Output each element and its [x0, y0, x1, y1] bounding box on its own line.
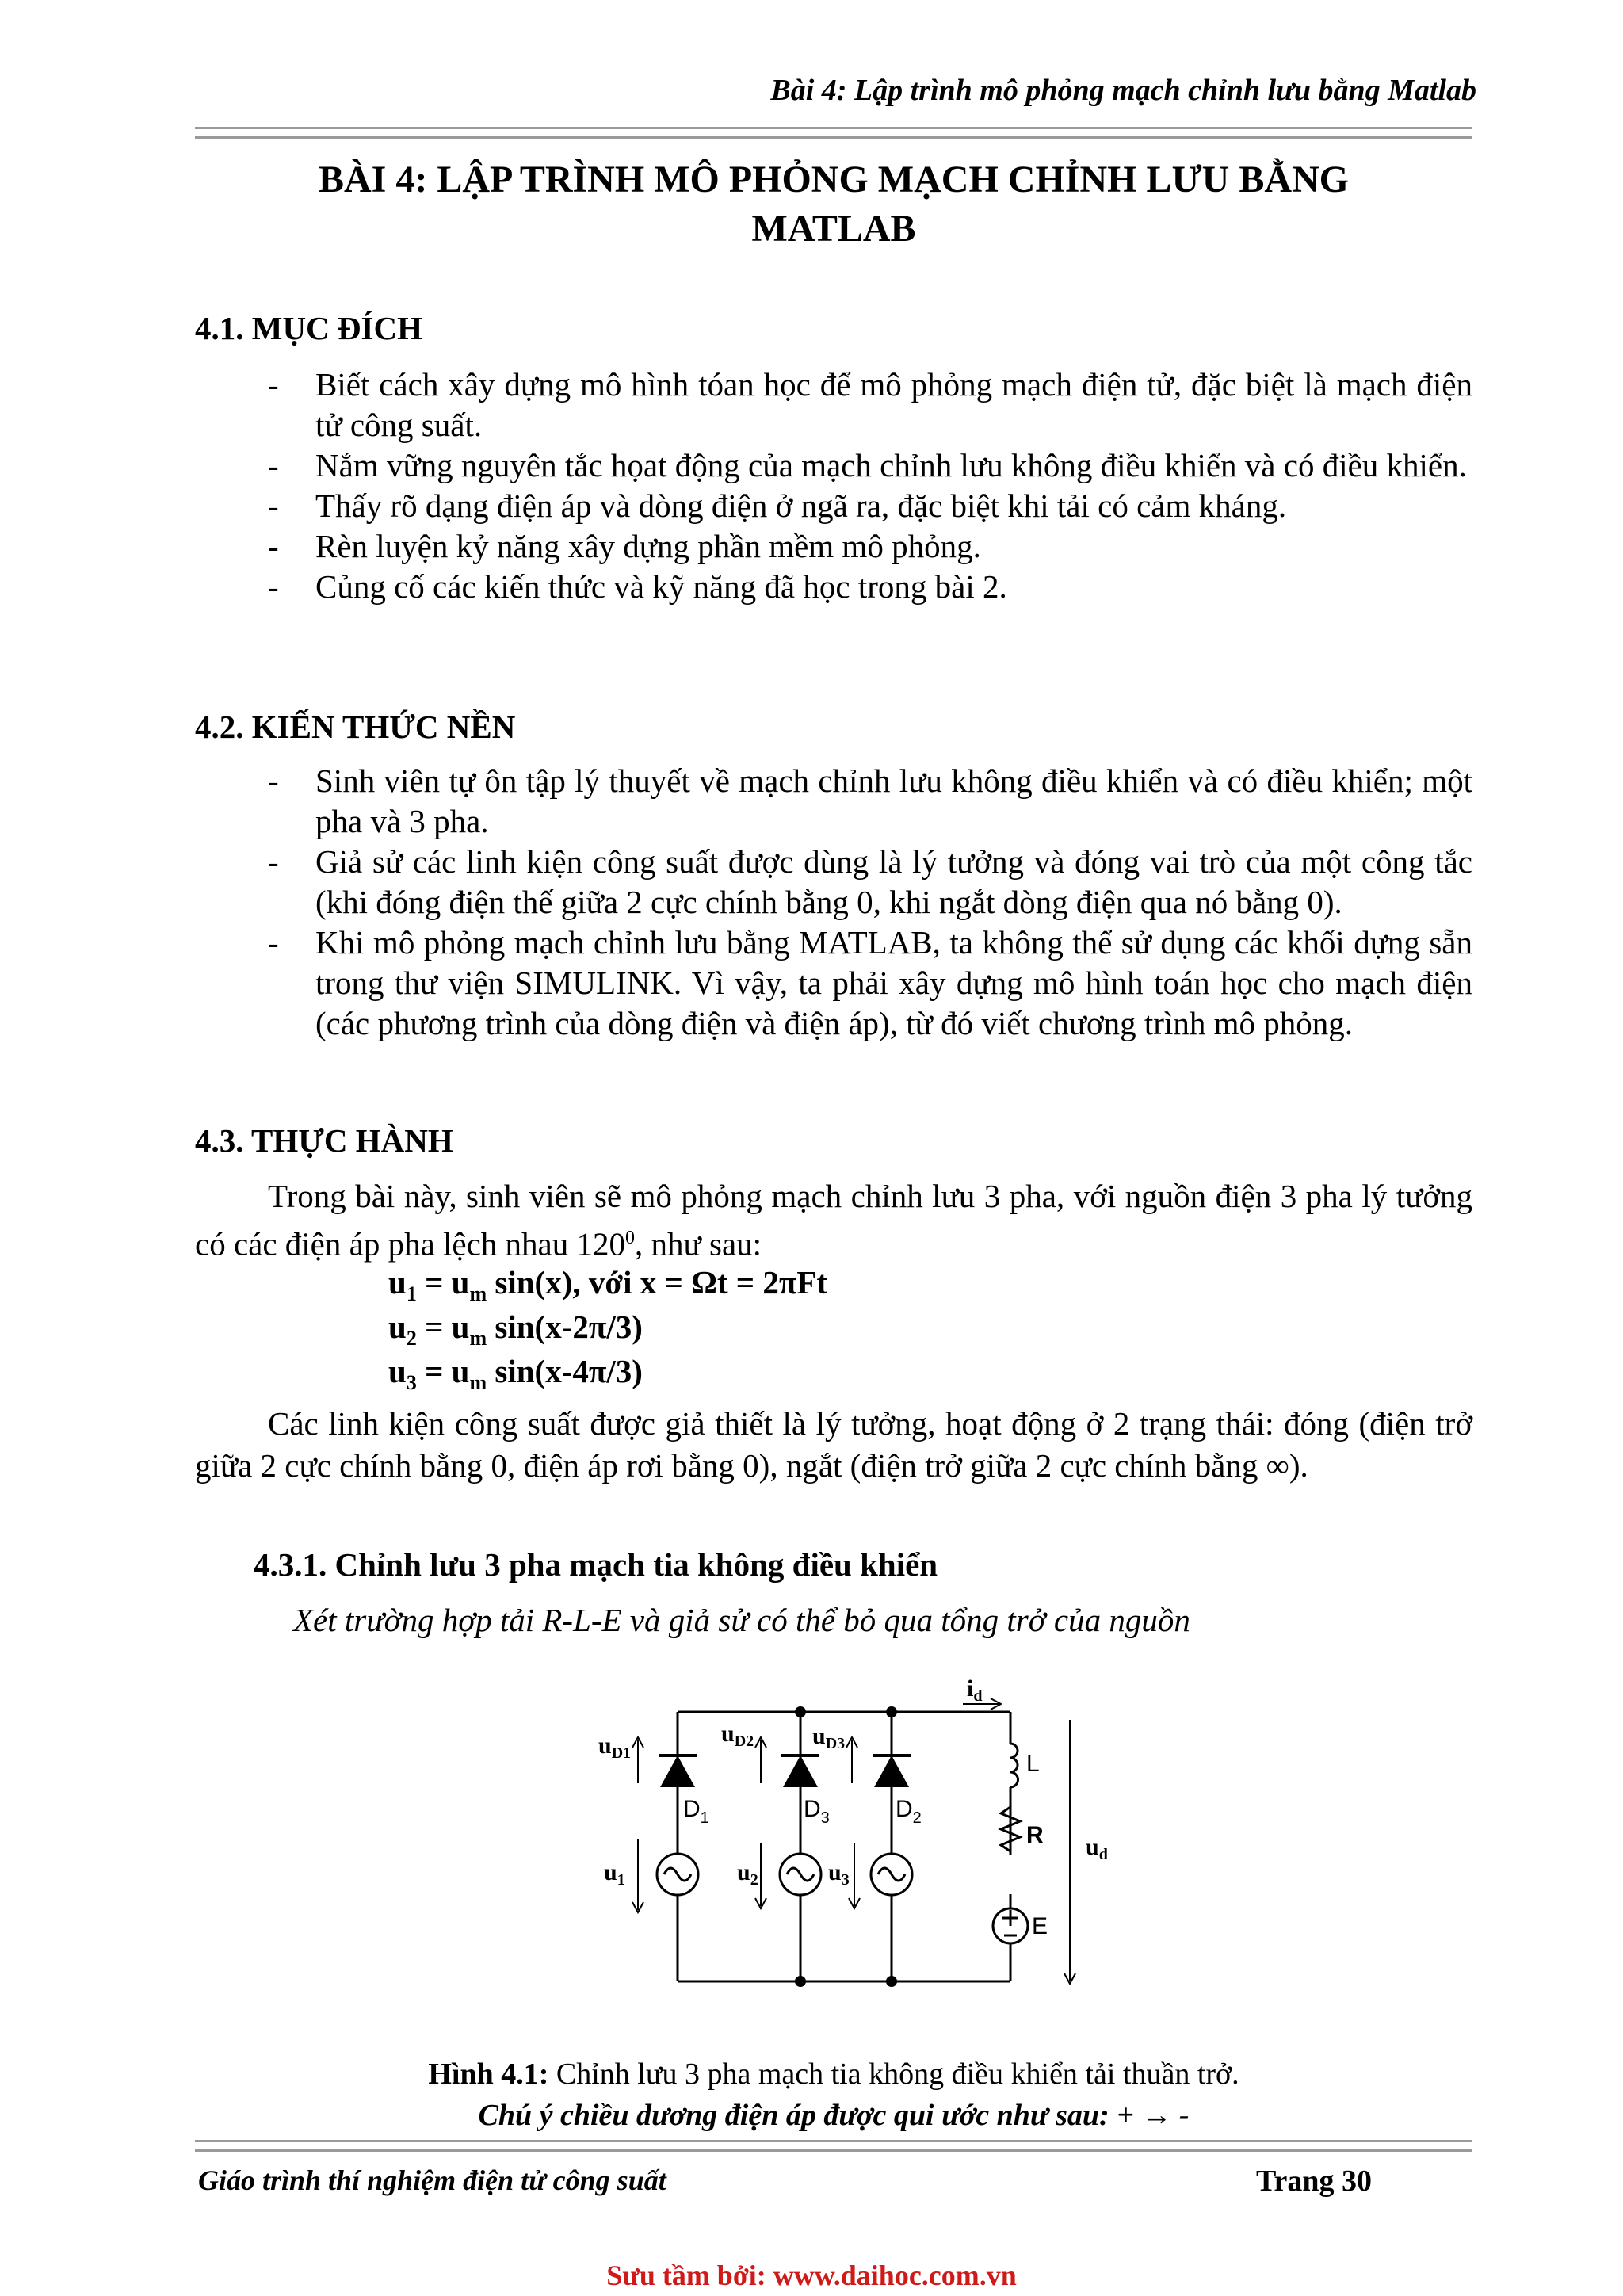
- footer-course-title: Giáo trình thí nghiệm điện tử công suất: [198, 2164, 666, 2196]
- label-R: R: [1026, 1822, 1044, 1848]
- label-ud3: $u_{D3}$: [812, 1723, 846, 1752]
- case-intro: Xét trường hợp tải R-L-E và giả sử có thể bỏ qua tổng trở của nguồn: [293, 1602, 1190, 1638]
- figure-note: Chú ý chiều dương điện áp được qui ước như sau: + → -: [478, 2099, 1190, 2132]
- diode-d3-symbol: [781, 1755, 819, 1787]
- label-ud: $u_d$: [1086, 1834, 1108, 1863]
- label-u1: $u_1$: [604, 1859, 625, 1889]
- para-text: , như sau:: [635, 1225, 762, 1263]
- list-item: - Củng cố các kiến thức và kỹ năng đã học trong bài 2.: [254, 567, 1472, 607]
- degree-superscript: 0: [625, 1228, 636, 1248]
- list-item: - Biết cách xây dựng mô hình tóan học để mô phỏng mạch điện tử, đặc biệt là mạch điện tử công suất.: [254, 365, 1472, 445]
- eq-text: sin(x), với x = Ωt = 2πFt: [487, 1264, 828, 1301]
- label-E: E: [1032, 1913, 1048, 1939]
- source-label: Sưu tầm bởi:: [606, 2260, 773, 2291]
- equation-u3: $u_3 = u_m$ sin(x-4π/3): [388, 1353, 643, 1395]
- list-item: - Nắm vững nguyên tắc họat động của mạch chỉnh lưu không điều khiển và có điều khiển.: [254, 445, 1472, 486]
- background-list: [254, 761, 1472, 1044]
- label-L: L: [1026, 1751, 1040, 1777]
- title-line-1: BÀI 4: LẬP TRÌNH MÔ PHỎNG MẠCH CHỈNH LƯU BẰNG: [318, 159, 1350, 201]
- equation-u1: $u_1 = u_m$ sin(x), với x = Ωt = 2πFt: [388, 1264, 828, 1306]
- footer-rule: [195, 2140, 1472, 2152]
- label-ud2: $u_{D2}$: [721, 1721, 754, 1750]
- caption-text: Chỉnh lưu 3 pha mạch tia không điều khiển tải thuần trở.: [548, 2057, 1239, 2091]
- list-item: - Rèn luyện kỷ năng xây dựng phần mềm mô phỏng.: [254, 526, 1472, 567]
- diode-d1-symbol: [659, 1755, 697, 1787]
- caption-label: Hình 4.1:: [428, 2057, 549, 2091]
- label-ud1: $u_{D1}$: [598, 1733, 632, 1762]
- heading-4-1: 4.1. MỤC ĐÍCH: [195, 310, 422, 346]
- heading-4-3-1: 4.3.1. Chỉnh lưu 3 pha mạch tia không điều khiển: [254, 1546, 938, 1583]
- junction-dots: [795, 1706, 897, 1987]
- heading-4-2: 4.2. KIẾN THỨC NỀN: [195, 709, 516, 745]
- objectives-list: [254, 365, 1472, 607]
- figure-caption: [195, 2057, 1472, 2092]
- list-item: - Giả sử các linh kiện công suất được dùng là lý tưởng và đóng vai trò của một công tắc (khi đóng điện thế giữa 2 cực chính bằng 0, khi ngắt dòng điện qua nó bằng 0).: [254, 842, 1472, 923]
- page-number: Trang 30: [1256, 2164, 1373, 2198]
- list-item: - Thấy rõ dạng điện áp và dòng điện ở ngã ra, đặc biệt khi tải có cảm kháng.: [254, 486, 1472, 526]
- rectifier-circuit-diagram: [598, 1664, 1157, 2029]
- source-link[interactable]: www.daihoc.com.vn: [773, 2260, 1017, 2291]
- label-id: $i_d$: [967, 1675, 983, 1705]
- diode-d2-symbol: [873, 1755, 911, 1787]
- list-item: - Sinh viên tự ôn tập lý thuyết về mạch chỉnh lưu không điều khiển và có điều khiển; một pha và 3 pha.: [254, 761, 1472, 842]
- label-u3: $u_3$: [828, 1859, 850, 1889]
- label-d1: $D_1$: [683, 1796, 709, 1827]
- inductor-symbol: [1010, 1744, 1018, 1787]
- running-header: Bài 4: Lập trình mô phỏng mạch chỉnh lưu bằng Matlab: [770, 74, 1476, 107]
- eq-text: sin(x-2π/3): [487, 1308, 643, 1345]
- page-title: [195, 155, 1472, 254]
- list-item: - Khi mô phỏng mạch chỉnh lưu bằng MATLAB, ta không thể sử dụng các khối dựng sẵn trong thư viện SIMULINK. Vì vậy, ta phải xây dựng mô hình toán học cho mạch điện (các phương trình của dòng điện và điện áp), từ đó viết chương trình mô phỏng.: [254, 923, 1472, 1044]
- practice-paragraph-2: Các linh kiện công suất được giả thiết là lý tưởng, hoạt động ở 2 trạng thái: đóng (điện trở giữa 2 cực chính bằng 0, điện áp rơi bằng 0), ngắt (điện trở giữa 2 cực chính bằng ∞).: [195, 1405, 1472, 1484]
- title-line-2: MATLAB: [751, 208, 916, 250]
- source-credit: [0, 2259, 1623, 2292]
- heading-4-3: 4.3. THỰC HÀNH: [195, 1122, 453, 1159]
- para-text: Trong bài này, sinh viên sẽ mô phỏng mạch chỉnh lưu 3 pha, với nguồn điện 3 pha lý tưởng có các điện áp pha lệch nhau 120: [195, 1178, 1472, 1263]
- eq-text: sin(x-4π/3): [487, 1353, 643, 1389]
- label-d2: $D_2$: [896, 1796, 922, 1827]
- label-u2: $u_2$: [737, 1859, 758, 1889]
- header-rule: [195, 127, 1472, 139]
- practice-paragraph-1: [195, 1175, 1472, 1266]
- label-d3: $D_3$: [804, 1796, 830, 1827]
- equation-u2: $u_2 = u_m$ sin(x-2π/3): [388, 1308, 643, 1350]
